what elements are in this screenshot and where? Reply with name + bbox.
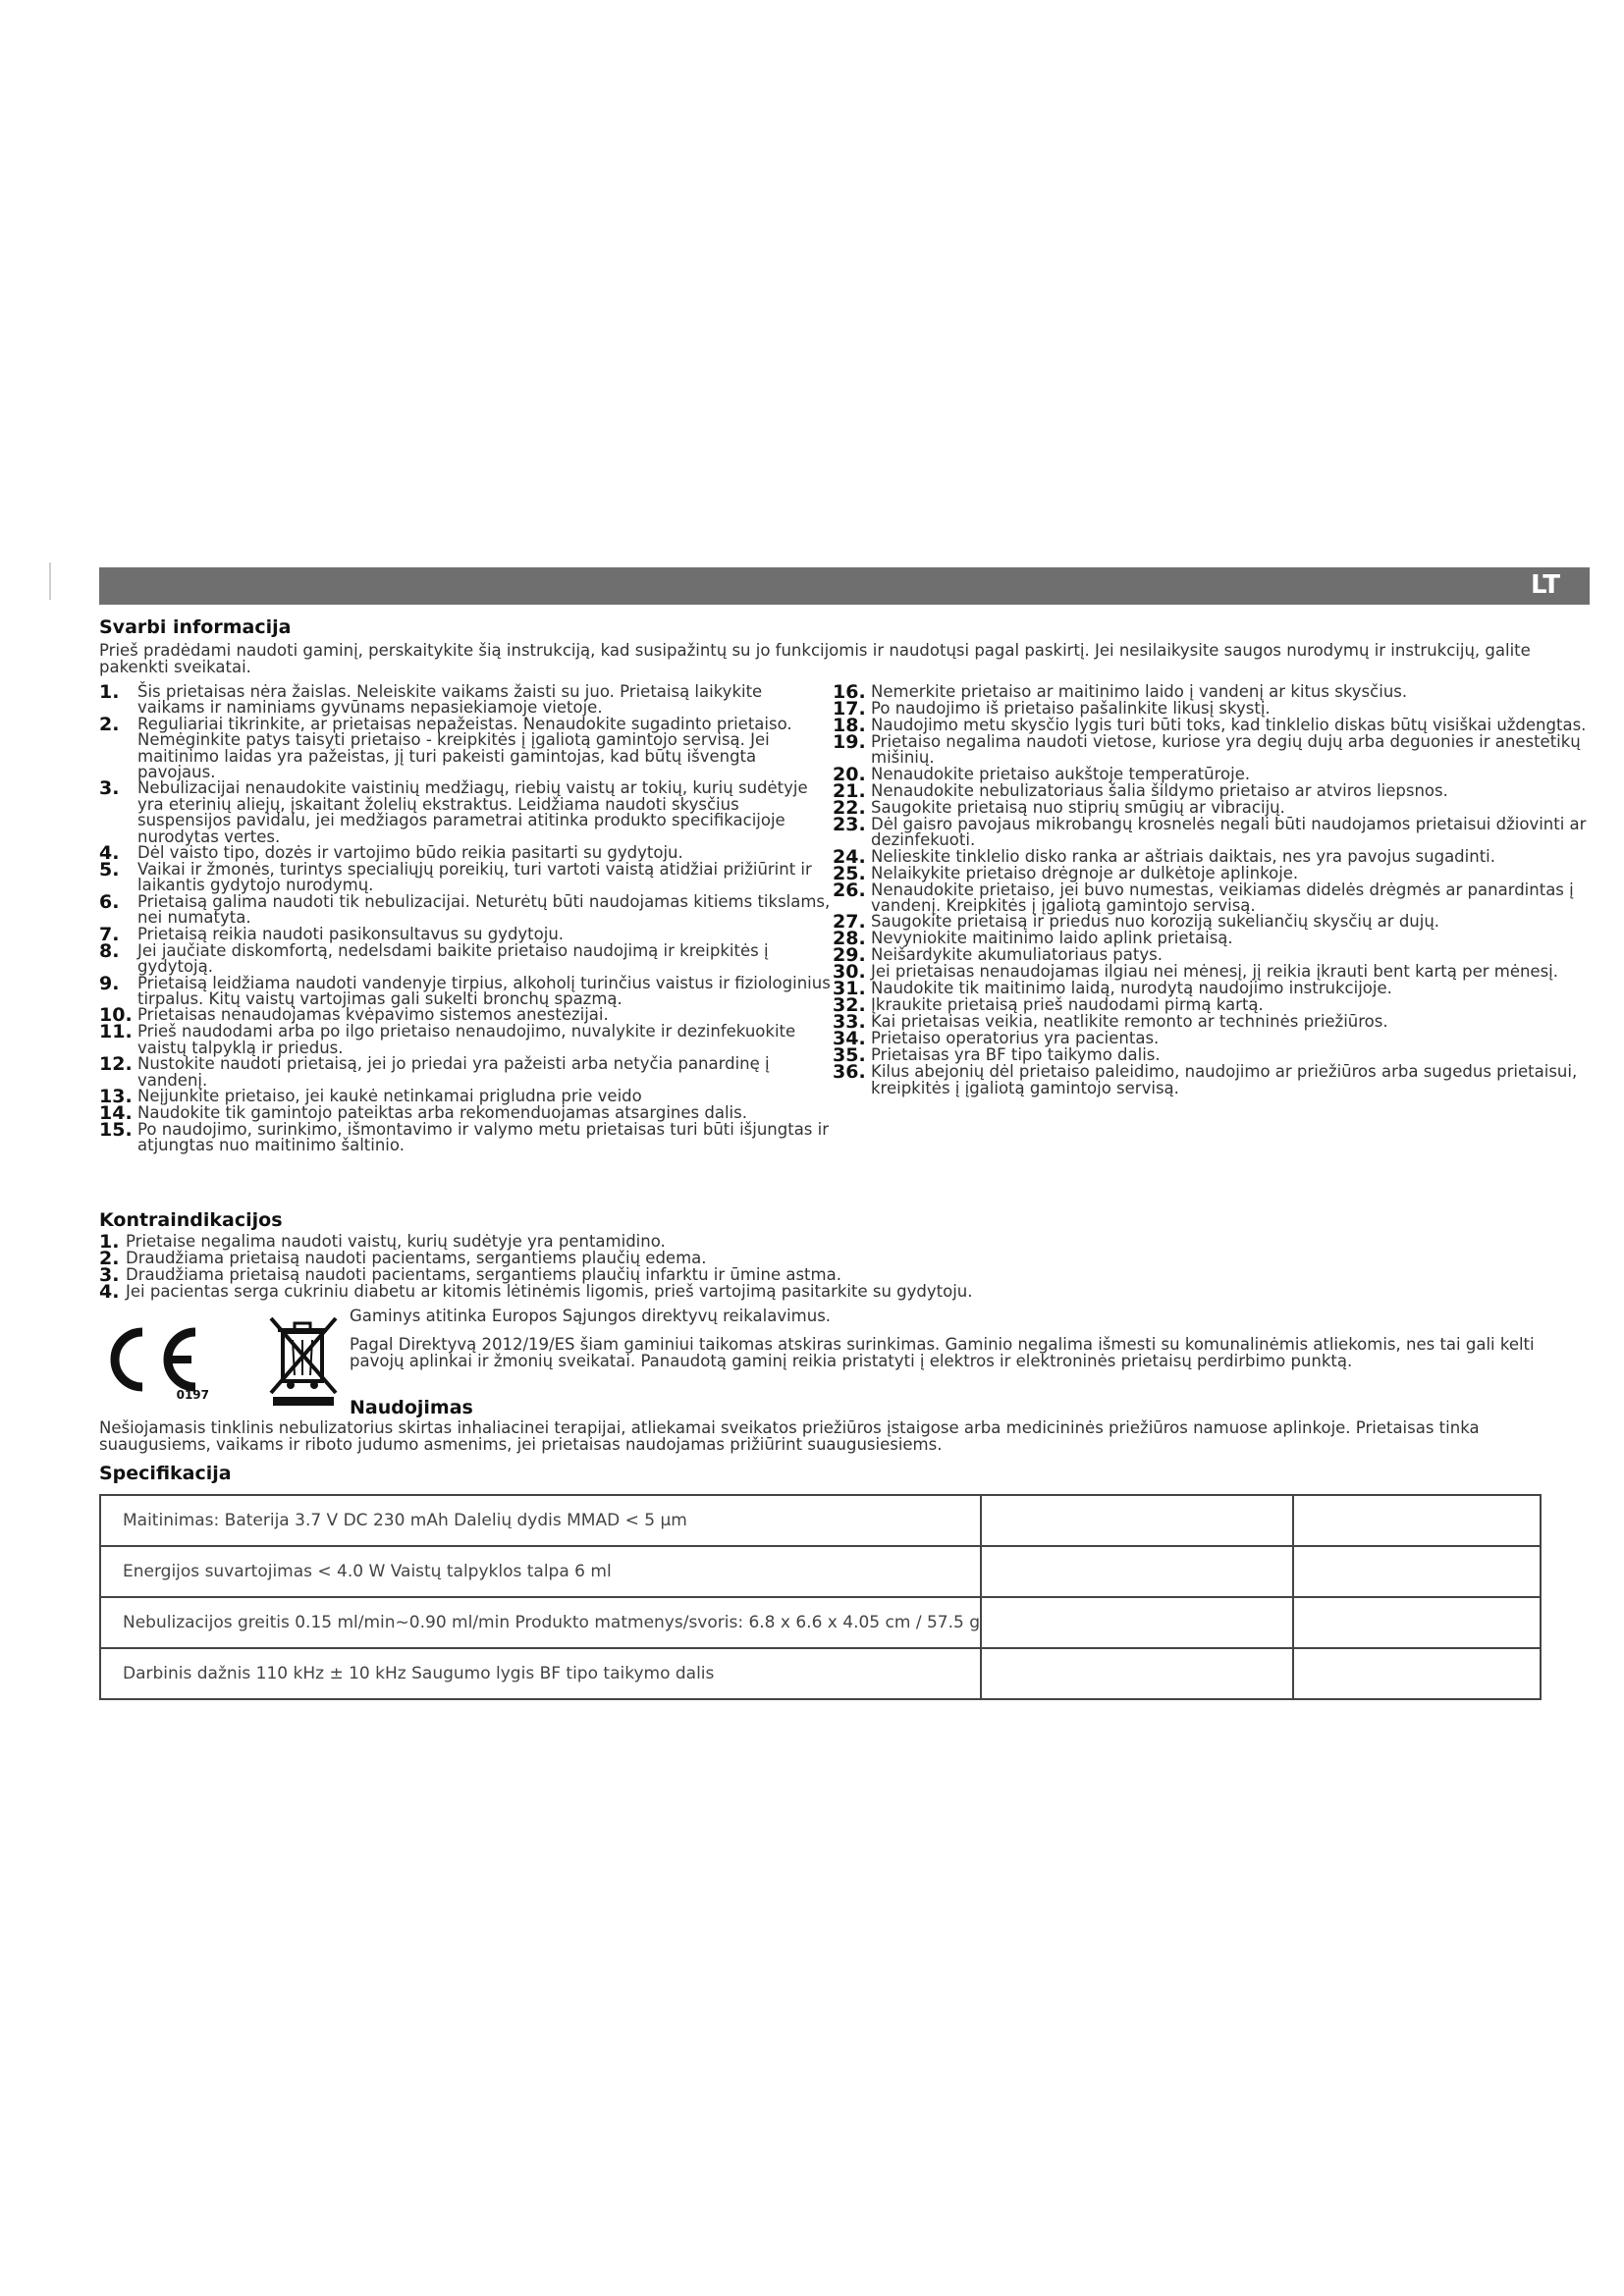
list-item-number: 27. — [833, 911, 866, 934]
list-item-text: Dėl vaisto tipo, dozės ir vartojimo būdo reikia pasitarti su gydytoju. — [137, 843, 683, 863]
list-item-text: Naudokite tik gamintojo pateiktas arba rekomenduojamas atsargines dalis. — [137, 1102, 747, 1122]
list-item-text: Prietaisas yra BF tipo taikymo dalis. — [871, 1045, 1161, 1065]
list-item — [833, 879, 1589, 916]
list-item-number: 5. — [99, 859, 120, 881]
list-item-text: Nenaudokite nebulizatoriaus šalia šildymo prietaiso ar atviros liepsnos. — [871, 780, 1448, 800]
spec-cell-empty — [1293, 1495, 1541, 1546]
list-item-number: 36. — [833, 1061, 866, 1084]
safety-list-right — [833, 681, 1589, 1097]
list-item-text: Prietaisą galima naudoti tik nebulizacijai. Neturėtų būti naudojamas kitiems tikslams, nei numatyta. — [137, 891, 831, 928]
list-item — [833, 731, 1589, 768]
list-item-number: 7. — [99, 923, 120, 945]
list-item-text: Vaikai ir žmonės, turintys specialiųjų poreikių, turi vartoti vaistą atidžiai prižiūrint ir laikantis gydytojo nurodymų. — [137, 860, 812, 895]
list-item-number: 8. — [99, 939, 120, 962]
list-item-text: Nenaudokite prietaiso aukštoje temperatūroje. — [871, 764, 1251, 783]
list-item-text: Prietaise negalima naudoti vaistų, kurių sudėtyje yra pentamidino. — [126, 1232, 666, 1251]
list-item — [99, 1053, 831, 1090]
list-item-text: Nelieskite tinklelio disko ranka ar aštriais daiktais, nes yra pavojus sugadinti. — [871, 846, 1495, 866]
ce-mark-icon — [99, 1320, 212, 1399]
spec-cell-empty — [981, 1495, 1293, 1546]
list-item-number: 30. — [833, 961, 866, 984]
list-item-number: 25. — [833, 862, 866, 884]
list-item — [99, 713, 831, 782]
list-item-number: 3. — [99, 1264, 120, 1286]
list-item-number: 21. — [833, 779, 866, 802]
list-item-number: 34. — [833, 1028, 866, 1050]
list-item-number: 9. — [99, 972, 120, 994]
list-item-text: Prietaisą leidžiama naudoti vandenyje tirpius, alkoholį turinčius vaistus ir fiziologinius tirpalus. Kitų vaistų vartojimas gali sukelti bronchų spazmą. — [137, 973, 831, 1008]
spec-cell: Nebulizacijos greitis 0.15 ml/min~0.90 ml/min Produkto matmenys/svoris: 6.8 x 6.6 x 4.05 cm / 57.5 g — [100, 1597, 981, 1648]
list-item-number: 22. — [833, 796, 866, 819]
spec-cell-empty — [981, 1546, 1293, 1597]
compliance-line-1: Gaminys atitinka Europos Sąjungos direktyvų reikalavimus. — [350, 1307, 832, 1325]
spec-cell-empty — [1293, 1648, 1541, 1699]
list-item-text: Nevyniokite maitinimo laido aplink prietaisą. — [871, 929, 1233, 948]
list-item-number: 15. — [99, 1118, 133, 1141]
list-item-number: 14. — [99, 1101, 133, 1124]
list-item-number: 2. — [99, 1248, 120, 1269]
list-item-text: Naudokite tik maitinimo laidą, nurodytą naudojimo instrukcijoje. — [871, 979, 1392, 998]
list-item — [99, 1281, 1474, 1303]
usage-text: Nešiojamasis tinklinis nebulizatorius skirtas inhaliacinei terapijai, atliekamai sveikatos priežiūros įstaigose arba medicininės priežiūros namuose aplinkoje. Prietaisas tinka suaugusiems, vaikams ir riboto judumo asmenims, jei prietaisas naudojamas prižiūrint suaugusiesiems. — [99, 1418, 1480, 1454]
list-item-text: Prietaiso operatorius yra pacientas. — [871, 1029, 1160, 1048]
list-item-number: 11. — [99, 1021, 133, 1043]
list-item-text: Nenaudokite prietaiso, jei buvo numestas, veikiamas didelės drėgmės ar panardintas į vandenį. Kreipkitės į įgaliotą gamintojo servisą. — [871, 880, 1574, 916]
list-item — [99, 890, 831, 928]
list-item-text: Kai prietaisas veikia, neatlikite remonto ar techninės priežiūros. — [871, 1012, 1388, 1032]
list-item-text: Saugokite prietaisą ir priedus nuo koroziją sukeliančių skysčių ar dujų. — [871, 912, 1440, 932]
list-item-number: 1. — [99, 1231, 120, 1253]
list-item-number: 24. — [833, 845, 866, 868]
spec-row — [100, 1648, 1541, 1699]
list-item — [99, 681, 831, 718]
spec-cell: Darbinis dažnis 110 kHz ± 10 kHz Saugumo lygis BF tipo taikymo dalis — [100, 1648, 981, 1699]
list-item-text: Po naudojimo, surinkimo, išmontavimo ir valymo metu prietaisas turi būti išjungtas ir atjungtas nuo maitinimo šaltinio. — [137, 1119, 830, 1155]
list-item-number: 6. — [99, 890, 120, 913]
list-item-number: 31. — [833, 978, 866, 1000]
list-item — [99, 777, 831, 846]
list-item-text: Dėl gaisro pavojaus mikrobangų krosnelės negali būti naudojamos prietaisui džiovinti ar dezinfekuoti. — [871, 814, 1587, 850]
list-item — [99, 972, 831, 1008]
spec-cell: Maitinimas: Baterija 3.7 V DC 230 mAh Dalelių dydis MMAD < 5 μm — [100, 1495, 981, 1546]
list-item-text: Neįjunkite prietaiso, jei kaukė netinkamai prigludna prie veido — [137, 1086, 642, 1105]
list-item-text: Jei pacientas serga cukriniu diabetu ar kitomis lėtinėmis ligomis, prieš vartojimą pasitarkite su gydytoju. — [126, 1282, 973, 1301]
list-item-number: 29. — [833, 944, 866, 967]
list-item-number: 35. — [833, 1044, 866, 1067]
list-item-number: 32. — [833, 994, 866, 1017]
list-item-text: Nelaikykite prietaiso drėgnoje ar dulkėtoje aplinkoje. — [871, 863, 1299, 882]
spec-cell-empty — [981, 1648, 1293, 1699]
list-item-text: Prietaisas nenaudojamas kvėpavimo sistemos anestezijai. — [137, 1005, 609, 1025]
list-item-number: 4. — [99, 842, 120, 865]
spec-cell-empty — [1293, 1597, 1541, 1648]
list-item — [833, 813, 1589, 850]
weee-bin-icon — [265, 1310, 342, 1409]
list-item — [833, 1061, 1589, 1097]
spec-cell: Energijos suvartojimas < 4.0 W Vaistų talpyklos talpa 6 ml — [100, 1546, 981, 1597]
page-margin-mark — [49, 562, 51, 600]
list-item-number: 1. — [99, 681, 120, 703]
list-item-text: Neišardykite akumuliatoriaus patys. — [871, 945, 1163, 965]
compliance-line-2: Pagal Direktyvą 2012/19/ES šiam gaminiui taikomas atskiras surinkimas. Gaminio negalima išmesti su komunalinėmis atliekomis, nes tai gali kelti pavojų aplinkai ir žmonių sveikatai. Panaudotą gaminį reikia pristatyti į elektros ir elektroninės prietaisų perdirbimo punktą. — [350, 1335, 1535, 1370]
list-item-number: 19. — [833, 731, 866, 753]
list-item-text: Nebulizacijai nenaudokite vaistinių medžiagų, riebių vaistų ar tokių, kurių sudėtyje yra eterinių aliejų, įskaitant žolelių ekstraktus. Leidžiama naudoti skysčius suspensijos pavidalu, jei medžiagos parametrai atitinka produkto specifikacijoje nurodytas vertes. — [137, 778, 808, 846]
list-item-text: Kilus abejonių dėl prietaiso paleidimo, naudojimo ar priežiūros arba sugedus prietaisui, kreipkitės į įgaliotą gamintojo servisą. — [871, 1062, 1578, 1097]
list-item-number: 20. — [833, 763, 866, 785]
specification-title: Specifikacija — [99, 1463, 232, 1484]
list-item-number: 18. — [833, 715, 866, 736]
list-item-text: Draudžiama prietaisą naudoti pacientams, sergantiems plaučių infarktu ir ūmine astma. — [126, 1265, 841, 1284]
compliance-block — [350, 1308, 1543, 1369]
list-item-text: Šis prietaisas nėra žaislas. Neleiskite vaikams žaisti su juo. Prietaisą laikykite vaikams ir naminiams gyvūnams nepasiekiamoje vietoje. — [137, 682, 763, 718]
list-item-number: 2. — [99, 713, 120, 735]
list-item — [99, 939, 831, 977]
spec-cell-empty — [1293, 1546, 1541, 1597]
list-item-number: 17. — [833, 698, 866, 720]
list-item-text: Po naudojimo iš prietaiso pašalinkite likusį skystį. — [871, 699, 1271, 718]
list-item-number: 23. — [833, 813, 866, 835]
list-item-text: Prietaisą reikia naudoti pasikonsultavus su gydytoju. — [137, 924, 565, 943]
list-item-text: Jei jaučiate diskomfortą, nedelsdami baikite prietaiso naudojimą ir kreipkitės į gydytoją. — [137, 940, 769, 977]
list-item-number: 26. — [833, 879, 866, 901]
list-item-text: Jei prietaisas nenaudojamas ilgiau nei mėnesį, jį reikia įkrauti bent kartą per mėnesį. — [871, 962, 1559, 982]
list-item-text: Naudojimo metu skysčio lygis turi būti toks, kad tinklelio diskas būtų visiškai uždengtas. — [871, 716, 1587, 734]
list-item-text: Nemerkite prietaiso ar maitinimo laido į vandenį ar kitus skysčius. — [871, 682, 1408, 701]
list-item-text: Draudžiama prietaisą naudoti pacientams, sergantiems plaučių edema. — [126, 1249, 707, 1267]
list-item — [99, 1021, 831, 1057]
contraindications-title: Kontraindikacijos — [99, 1209, 283, 1231]
ce-number: 0197 — [176, 1388, 209, 1399]
usage-title: Naudojimas — [350, 1397, 473, 1418]
important-info-title: Svarbi informacija — [99, 616, 292, 638]
spec-row — [100, 1495, 1541, 1546]
specification-table — [99, 1494, 1542, 1700]
language-header-bar — [99, 567, 1590, 605]
safety-list-left — [99, 681, 831, 1155]
list-item-text: Įkraukite prietaisą prieš naudodami pirmą kartą. — [871, 995, 1264, 1015]
contraindications-list — [99, 1231, 1474, 1303]
list-item-number: 33. — [833, 1011, 866, 1034]
list-item-number: 3. — [99, 777, 120, 800]
list-item-text: Reguliariai tikrinkite, ar prietaisas nepažeistas. Nenaudokite sugadinto prietaiso. Nemėginkite patys taisyti prietaiso - kreipkitės į įgaliotą gamintojo servisą. Jei maitinimo laidas yra pažeistas, jį turi pakeisti gamintojas, kad būtų išvengta pavojaus. — [137, 714, 792, 782]
list-item-text: Prietaiso negalima naudoti vietose, kuriose yra degių dujų arba deguonies ir anestetikų mišinių. — [871, 732, 1581, 768]
list-item-number: 12. — [99, 1053, 133, 1076]
list-item-text: Nustokite naudoti prietaisą, jei jo priedai yra pažeisti arba netyčia panardinę į vandenį. — [137, 1054, 770, 1090]
list-item — [99, 859, 831, 895]
spec-row — [100, 1546, 1541, 1597]
list-item-number: 13. — [99, 1085, 133, 1107]
list-item-number: 4. — [99, 1281, 120, 1303]
important-info-intro: Prieš pradėdami naudoti gaminį, perskaitykite šią instrukciją, kad susipažintų su jo funkcijomis ir naudotųsi pagal paskirtį. Jei nesilaikysite saugos nurodymų ir instrukcijų, galite pakenkti sveikatai. — [99, 641, 1531, 676]
language-tag: LT — [1531, 570, 1560, 600]
list-item-number: 10. — [99, 1004, 133, 1027]
list-item-text: Saugokite prietaisą nuo stiprių smūgių ar vibracijų. — [871, 797, 1285, 817]
spec-row — [100, 1597, 1541, 1648]
list-item-number: 28. — [833, 928, 866, 950]
list-item — [99, 1118, 831, 1155]
spec-cell-empty — [981, 1597, 1293, 1648]
list-item-text: Prieš naudodami arba po ilgo prietaiso nenaudojimo, nuvalykite ir dezinfekuokite vaistų talpyklą ir priedus. — [137, 1022, 796, 1057]
list-item-number: 16. — [833, 681, 866, 703]
